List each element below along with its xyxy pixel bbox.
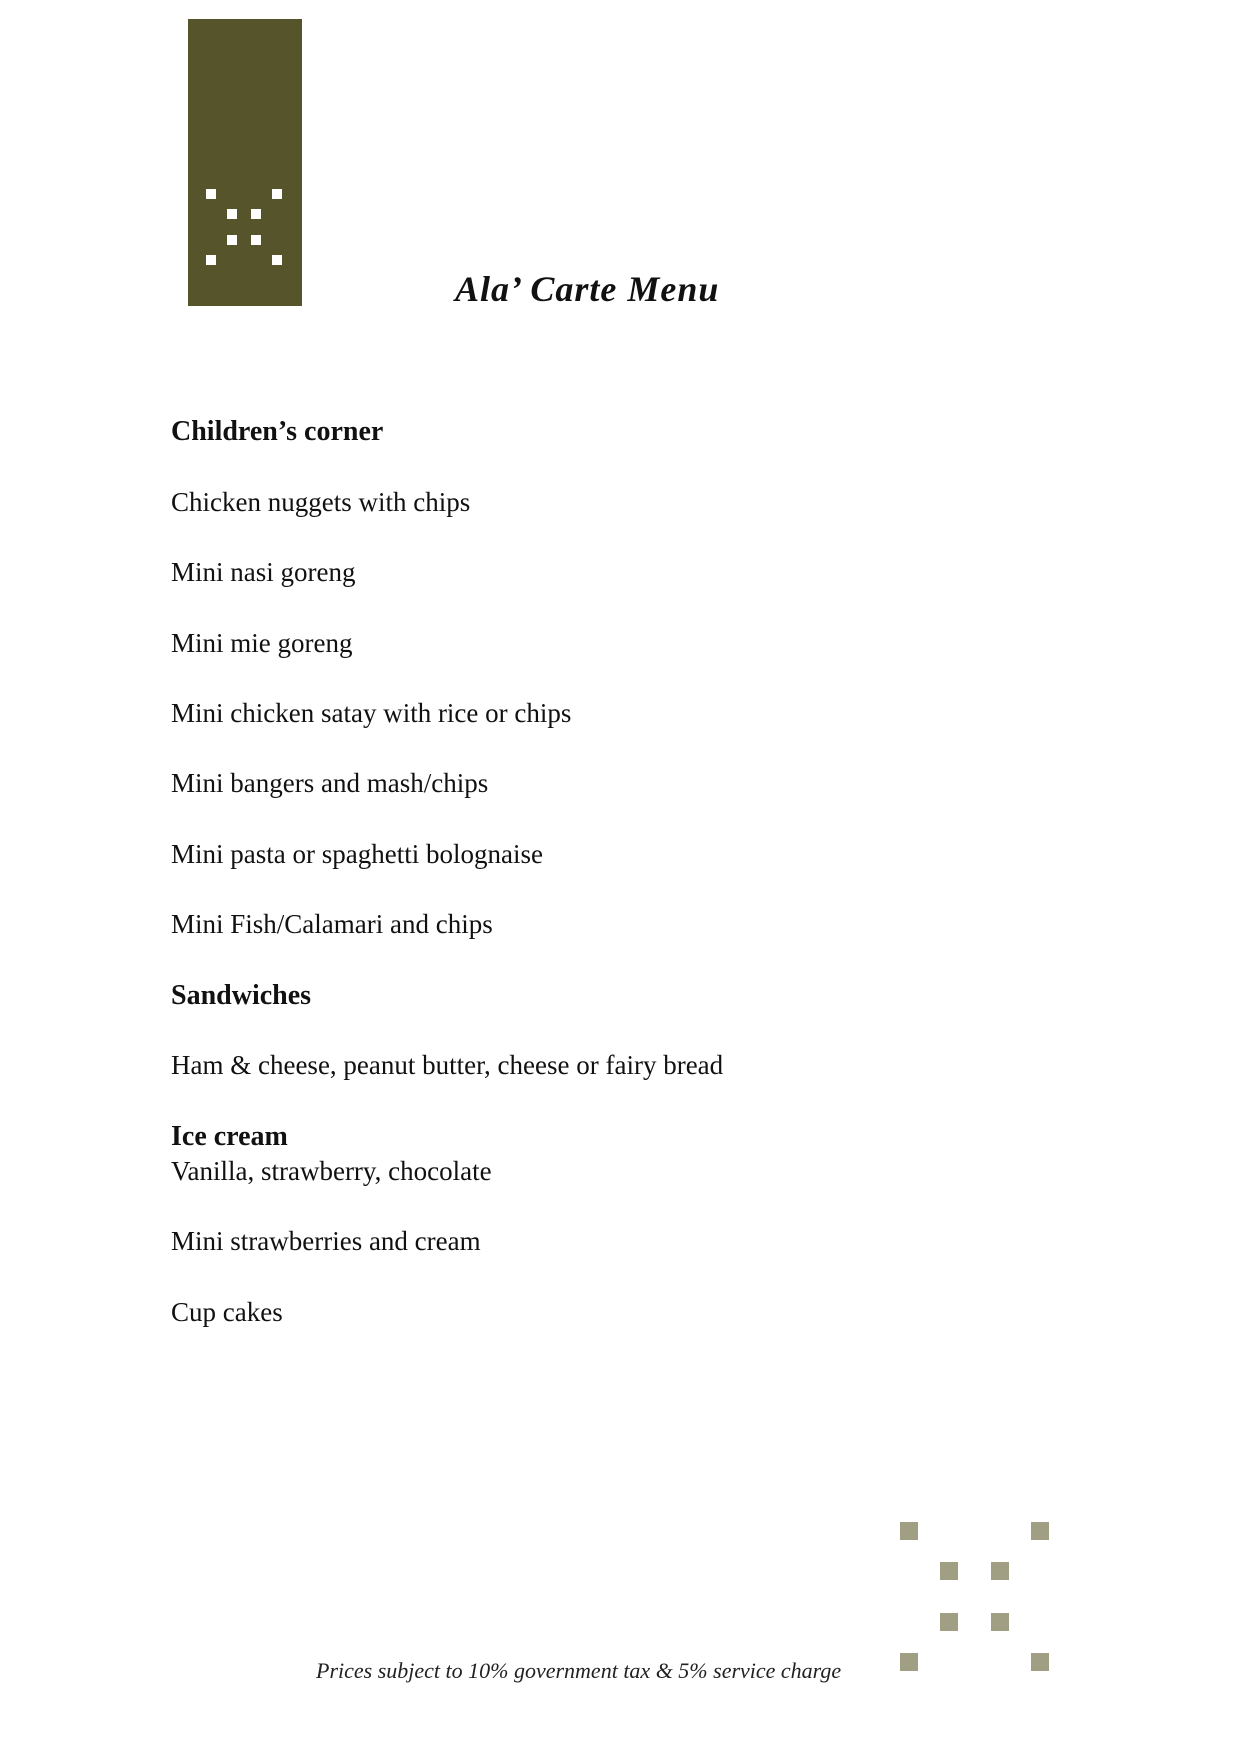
pattern-square (991, 1613, 1009, 1631)
menu-item: Mini Fish/Calamari and chips (171, 909, 493, 939)
pattern-square (900, 1653, 918, 1671)
logo-banner (188, 19, 302, 306)
logo-dot (227, 235, 237, 245)
page-title: Ala’ Carte Menu (455, 269, 720, 309)
menu-item: Mini strawberries and cream (171, 1226, 481, 1256)
menu-item: Ham & cheese, peanut butter, cheese or fairy bread (171, 1050, 724, 1080)
menu-item: Mini nasi goreng (171, 557, 356, 587)
section-heading-childrens-corner: Children’s corner (171, 416, 384, 447)
menu-item: Mini chicken satay with rice or chips (171, 698, 572, 728)
pattern-square (900, 1522, 918, 1540)
menu-item: Mini bangers and mash/chips (171, 768, 489, 798)
menu-item: Chicken nuggets with chips (171, 487, 471, 517)
decorative-square-pattern (900, 1522, 1056, 1678)
menu-item: Vanilla, strawberry, chocolate (171, 1156, 492, 1186)
logo-dot (272, 189, 282, 199)
price-footnote: Prices subject to 10% government tax & 5% service charge (316, 1658, 842, 1683)
logo-dot (227, 209, 237, 219)
menu-item: Mini pasta or spaghetti bolognaise (171, 839, 543, 869)
pattern-square (991, 1562, 1009, 1580)
menu-item: Cup cakes (171, 1297, 283, 1327)
logo-dot (206, 255, 216, 265)
logo-dot (206, 189, 216, 199)
pattern-square (1031, 1522, 1049, 1540)
pattern-square (940, 1562, 958, 1580)
section-heading-sandwiches: Sandwiches (171, 980, 312, 1011)
logo-dot (251, 235, 261, 245)
logo-dot (251, 209, 261, 219)
pattern-square (1031, 1653, 1049, 1671)
menu-item: Mini mie goreng (171, 628, 353, 658)
logo-dot (272, 255, 282, 265)
section-heading-ice-cream: Ice cream (171, 1121, 288, 1152)
pattern-square (940, 1613, 958, 1631)
